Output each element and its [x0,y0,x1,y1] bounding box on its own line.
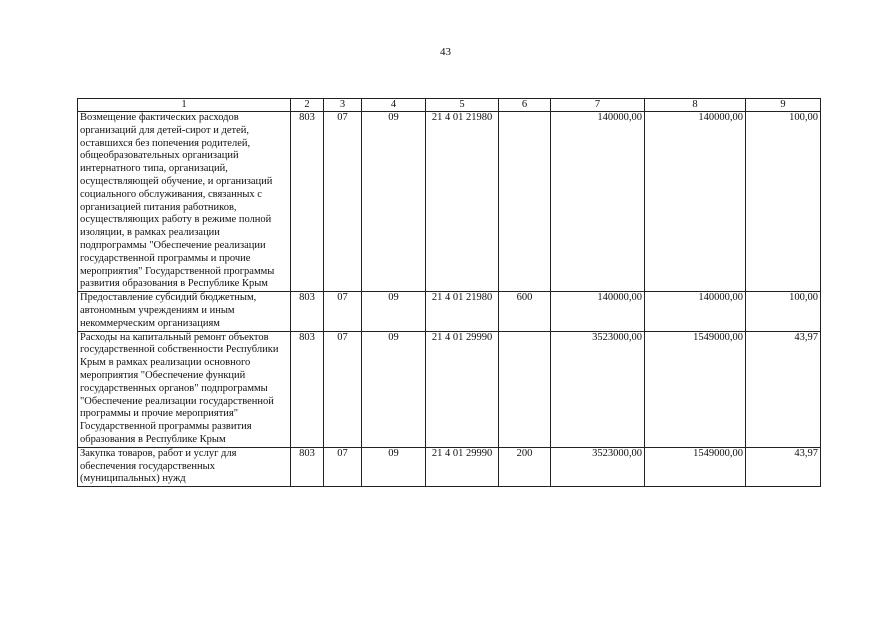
row-ministry-code: 803 [291,331,324,447]
row-percent: 43,97 [746,447,821,486]
row-percent: 100,00 [746,112,821,292]
table-row [78,292,821,331]
row-executed-amount: 140000,00 [645,112,746,292]
row-expense-type [499,112,551,292]
row-subsection: 09 [362,112,426,292]
header-cell-2: 2 [291,99,324,112]
row-section: 07 [324,331,362,447]
row-name: Возмещение фактических расходов организаций для детей-сирот и детей, оставшихся без попечения родителей, общеобразовательных организаций интернатного типа, организаций, осуществляющей обучение, и организаций социального обслуживания, связанных с организацией питания работников, осуществляющих работу в режиме полной изоляции, в рамках реализации подпрограммы "Обеспечение реализации государственной программы и прочие мероприятия" Государственной программы развития образования в Республике Крым [78,112,291,292]
row-target-article: 21 4 01 29990 [426,447,499,486]
row-section: 07 [324,292,362,331]
header-cell-6: 6 [499,99,551,112]
row-subsection: 09 [362,447,426,486]
header-cell-4: 4 [362,99,426,112]
row-name: Предоставление субсидий бюджетным, автономным учреждениям и иным некоммерческим организациям [78,292,291,331]
table-row [78,112,821,292]
row-ministry-code: 803 [291,447,324,486]
row-expense-type: 600 [499,292,551,331]
row-expense-type: 200 [499,447,551,486]
row-name: Расходы на капитальный ремонт объектов государственной собственности Республики Крым в рамках реализации основного мероприятия "Обеспечение функций государственных органов" подпрограммы "Обеспечение реализации государственной программы и прочие мероприятия" Государственной программы развития образования в Республике Крым [78,331,291,447]
page-number: 43 [440,46,451,58]
row-subsection: 09 [362,331,426,447]
row-section: 07 [324,447,362,486]
header-row [78,99,821,112]
row-planned-amount: 140000,00 [551,112,645,292]
row-ministry-code: 803 [291,292,324,331]
header-cell-3: 3 [324,99,362,112]
row-executed-amount: 140000,00 [645,292,746,331]
row-ministry-code: 803 [291,112,324,292]
row-expense-type [499,331,551,447]
row-executed-amount: 1549000,00 [645,331,746,447]
budget-table [77,98,821,487]
row-planned-amount: 140000,00 [551,292,645,331]
row-executed-amount: 1549000,00 [645,447,746,486]
table-row [78,447,821,486]
header-cell-5: 5 [426,99,499,112]
header-cell-9: 9 [746,99,821,112]
header-cell-1: 1 [78,99,291,112]
row-subsection: 09 [362,292,426,331]
header-cell-8: 8 [645,99,746,112]
row-target-article: 21 4 01 29990 [426,331,499,447]
row-percent: 100,00 [746,292,821,331]
row-target-article: 21 4 01 21980 [426,292,499,331]
table-row [78,331,821,447]
row-planned-amount: 3523000,00 [551,331,645,447]
row-percent: 43,97 [746,331,821,447]
row-name: Закупка товаров, работ и услуг для обеспечения государственных (муниципальных) нужд [78,447,291,486]
row-section: 07 [324,112,362,292]
row-target-article: 21 4 01 21980 [426,112,499,292]
header-cell-7: 7 [551,99,645,112]
row-planned-amount: 3523000,00 [551,447,645,486]
